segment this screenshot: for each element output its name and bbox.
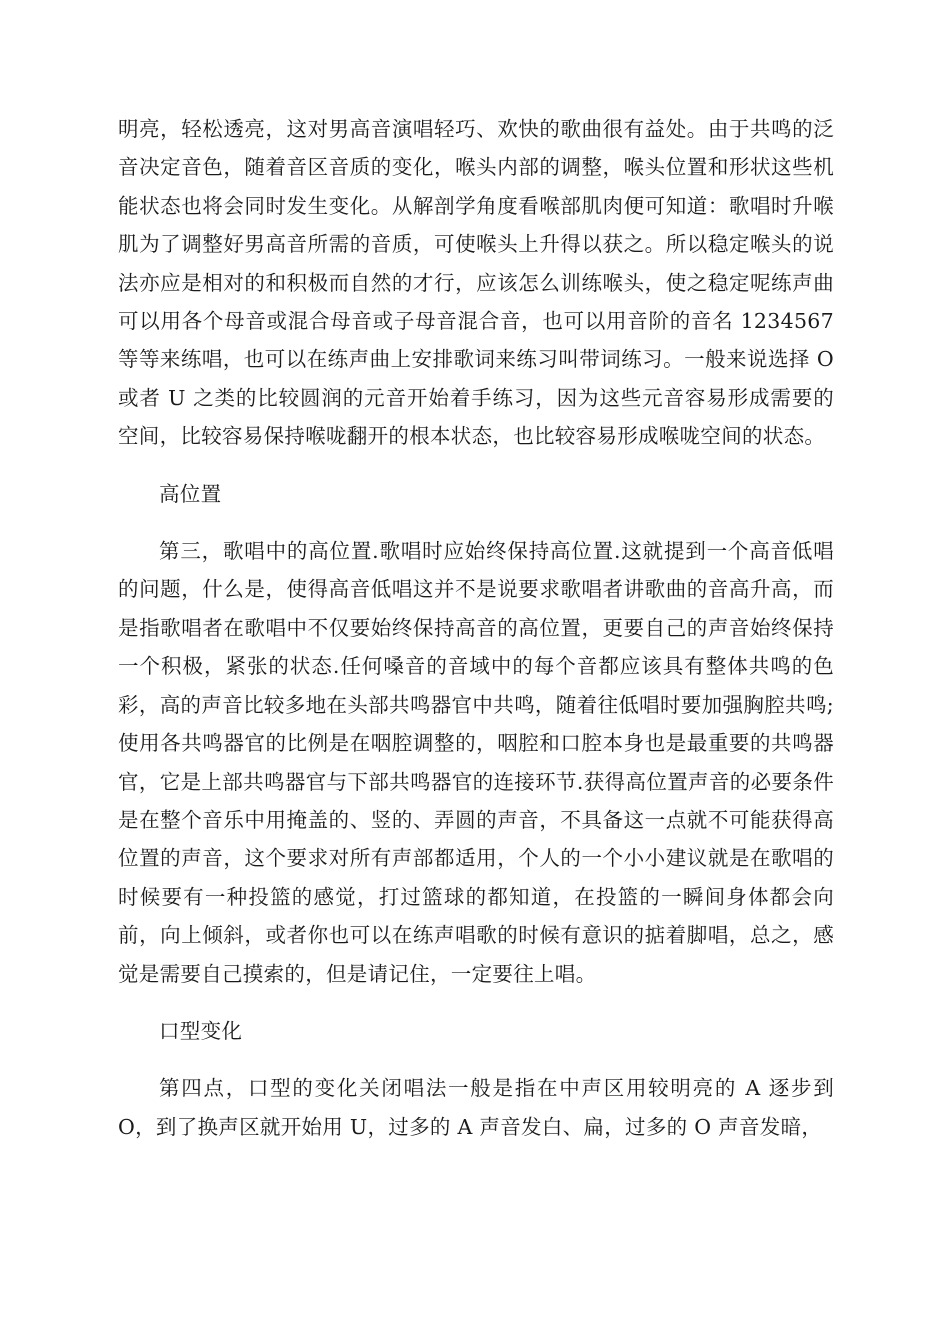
paragraph-throat-training: 明亮，轻松透亮，这对男高音演唱轻巧、欢快的歌曲很有益处。由于共鸣的泛音决定音色，随着音区音质的变化，喉头内部的调整，喉头位置和形状这些机能状态也将会同时发生变化。从解剖学角度看喉部肌肉便可知道：歌唱时升喉肌为了调整好男高音所需的音质，可使喉头上升得以获之。所以稳定喉头的说法亦应是相对的和积极而自然的才行，应该怎么训练喉头，使之稳定呢练声曲可以用各个母音或混合母音或子母音混合音，也可以用音阶的音名 1234567 等等来练唱，也可以在练声曲上安排歌词来练习叫带词练习。一般来说选择 O 或者 U 之类的比较圆润的元音开始着手练习，因为这些元音容易形成需要的空间，比较容易保持喉咙翻开的根本状态，也比较容易形成喉咙空间的状态。 [118,117,834,449]
paragraph-gap [118,456,834,475]
section-heading-mouth-shape: 口型变化 [159,1018,243,1043]
paragraph-high-position: 第三，歌唱中的高位置.歌唱时应始终保持高位置.这就提到一个高音低唱的问题，什么是，使得高音低唱这并不是说要求歌唱者讲歌曲的音高升高，而是指歌唱者在歌唱中不仅要始终保持高音的高位置，更要自己的声音始终保持一个积极，紧张的状态.任何嗓音的音域中的每个音都应该具有整体共鸣的色彩，高的声音比较多地在头部共鸣器官中共鸣，随着往低唱时要加强胸腔共鸣;使用各共鸣器官的比例是在咽腔调整的，咽腔和口腔本身也是最重要的共鸣器官，它是上部共鸣器官与下部共鸣器官的连接环节.获得高位置声音的必要条件是在整个音乐中用掩盖的、竖的、弄圆的声音，不具备这一点就不可能获得高位置的声音，这个要求对所有声部都适用，个人的一个小小建议就是在歌唱的时候要有一种投篮的感觉，打过篮球的都知道，在投篮的一瞬间身体都会向前，向上倾斜，或者你也可以在练声唱歌的时候有意识的掂着脚唱，总之，感觉是需要自己摸索的，但是请记住，一定要往上唱。 [118,539,834,986]
paragraph-mouth-shape: 第四点，口型的变化关闭唱法一般是指在中声区用较明亮的 A 逐步到 O，到了换声区就开始用 U，过多的 A 声音发白、扁，过多的 O 声音发暗， [118,1076,834,1139]
paragraph-gap [118,1050,834,1069]
section-heading-high-position: 高位置 [159,481,222,506]
paragraph-gap [118,993,834,1012]
paragraph-gap [118,513,834,532]
document-body [118,110,834,1146]
